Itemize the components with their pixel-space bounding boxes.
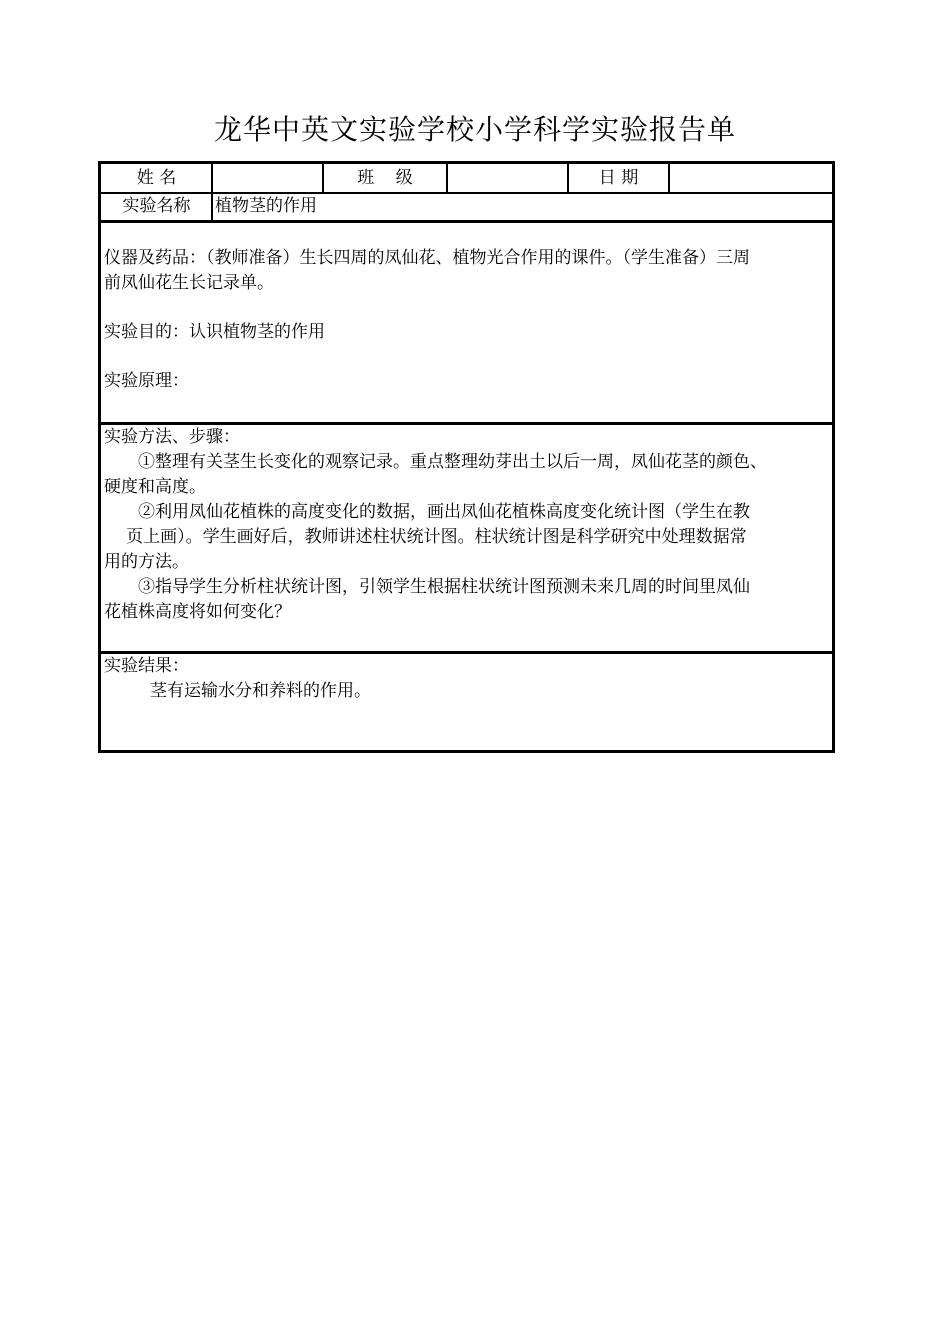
name-field[interactable] — [213, 164, 322, 192]
materials-line-2: 前凤仙花生长记录单。 — [104, 273, 274, 293]
result-section — [101, 654, 832, 750]
date-field[interactable] — [670, 164, 832, 192]
experiment-name-value[interactable]: 植物茎的作用 — [215, 196, 317, 216]
experiment-name-label: 实验名称 — [122, 196, 191, 216]
step-3-line-1: ③指导学生分析柱状统计图，引领学生根据柱状统计图预测未来几周的时间里凤仙 — [138, 577, 750, 597]
method-section — [101, 425, 832, 654]
method-heading: 实验方法、步骤： — [104, 427, 240, 447]
step-2-line-3: 用的方法。 — [104, 552, 189, 572]
purpose-text: 实验目的：认识植物茎的作用 — [104, 322, 325, 342]
result-heading: 实验结果： — [104, 656, 189, 676]
date-label: 日 期 — [598, 168, 639, 188]
step-2-line-2: 页上画）。学生画好后，教师讲述柱状统计图。柱状统计图是科学研究中处理数据常 — [126, 527, 747, 547]
step-3-line-2: 花植株高度将如何变化？ — [104, 602, 291, 622]
principle-text: 实验原理： — [104, 371, 189, 391]
result-text: 茎有运输水分和养料的作用。 — [150, 681, 371, 701]
step-2-line-1: ②利用凤仙花植株的高度变化的数据，画出凤仙花植株高度变化统计图（学生在教 — [138, 502, 750, 522]
report-form — [98, 161, 835, 753]
step-1-line-1: ①整理有关茎生长变化的观察记录。重点整理幼芽出土以后一周，凤仙花茎的颜色、 — [138, 452, 767, 472]
class-label: 班 级 — [357, 168, 413, 188]
materials-section — [101, 223, 832, 425]
page-title: 龙华中英文实验学校小学科学实验报告单 — [213, 113, 736, 146]
step-1-line-2: 硬度和高度。 — [104, 477, 206, 497]
experiment-name-row — [101, 192, 832, 223]
materials-line-1: 仪器及药品：（教师准备）生长四周的凤仙花、植物光合作用的课件。（学生准备）三周 — [104, 248, 750, 268]
name-label: 姓 名 — [136, 168, 177, 188]
header-row — [101, 164, 832, 194]
class-field[interactable] — [448, 164, 567, 192]
